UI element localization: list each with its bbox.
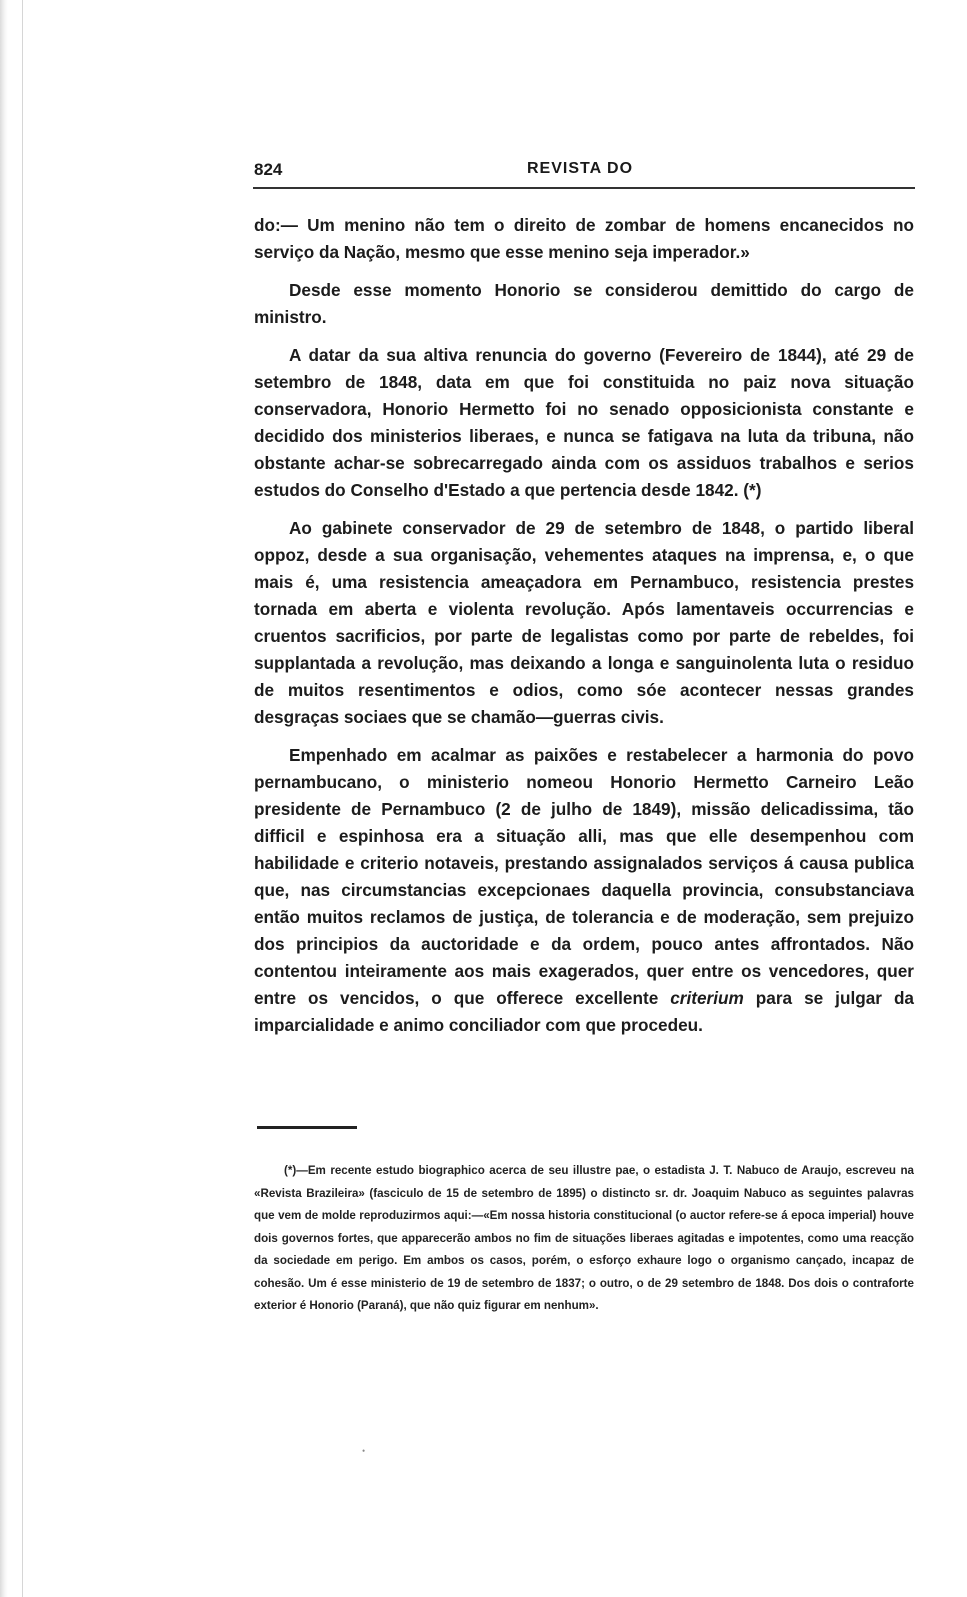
paragraph-1: do:— Um menino não tem o direito de zombar de homens encanecidos no serviço da Nação, mesmo que esse menino seja imperador.» (254, 215, 914, 262)
paragraph-3: A datar da sua altiva renuncia do governo (Fevereiro de 1844), até 29 de setembro de 1848, data em que foi constituida no paiz nova situação conservadora, Honorio Hermetto foi no senado opposicionista constante e decidido dos ministerios liberaes, e nunca se fatigava na luta da tribuna, não obstante achar-se sobrecarregado ainda com os assiduos trabalhos e serios estudos do Conselho d'Estado a que pertencia desde 1842. (*) (254, 345, 914, 500)
scan-fold-line (22, 0, 23, 1597)
running-head: REVISTA DO (527, 160, 634, 177)
page (254, 160, 929, 1312)
scan-edge (0, 0, 8, 1597)
paragraph-2: Desde esse momento Honorio se considerou demittido do cargo de ministro. (254, 280, 914, 327)
italic-term: criterium (670, 988, 744, 1008)
paragraph-5-text: Empenhado em acalmar as paixões e restabelecer a harmonia do povo pernambucano, o ministerio nomeou Honorio Hermetto Carneiro Leão presidente de Pernambuco (2 de julho de 1849), missão delicadissima, tão difficil e espinhosa era a situação alli, mas que elle desempenhou com habilidade e criterio notaveis, prestando assignalados serviços á causa publica que, nas circumstancias excepcionaes daquella provincia, consubstanciava então muitos reclamos de justiça, de tolerancia e de moderação, sem prejuizo dos principios da auctoridade e da ordem, pouco antes affrontados. Não contentou inteiramente aos mais exagerados, quer entre os vencedores, quer entre os vencidos, o que offerece excellente (254, 745, 914, 1008)
body-text (254, 212, 914, 1050)
page-number: 824 (254, 160, 283, 179)
paragraph-5-end: para se julgar da imparcialidade e animo conciliador com que procedeu. (254, 988, 914, 1035)
paragraph-4: Ao gabinete conservador de 29 de setembro de 1848, o partido liberal oppoz, desde a sua organisação, vehementes ataques na imprensa, e, o que mais é, uma resistencia ameaçadora em Pernambuco, resistencia prestes tornada em aberta e violenta revolução. Após lamentaveis occurrencias e cruentos sacrificios, por parte de legalistas como por parte de rebeldes, foi supplantada a revolução, mas deixando a longa e sanguinolenta luta o residuo de muitos resentimentos e odios, como sóe acontecer nessas grandes desgraças sociaes que se chamão—guerras civis. (254, 518, 914, 727)
page-header (254, 160, 929, 184)
scan-speck: • (362, 1446, 366, 1456)
footnote-rule (257, 1126, 357, 1129)
header-rule (253, 187, 915, 189)
footnote: (*)—Em recente estudo biographico acerca de seu illustre pae, o estadista J. T. Nabuco de Araujo, escreveu na «Revista Brazileira» (fasciculo de 15 de setembro de 1895) o distincto sr. dr. Joaquim Nabuco as seguintes palavras que vem de molde reproduzirmos aqui:—«Em nossa historia constitucional (o auctor refere-se á epoca imperial) houve dois governos fortes, que apparecerão ambos no fim de situações liberaes agitadas e impotentes, como uma reacção da sociedade em perigo. Em ambos os casos, porém, o esforço exhaure logo o organismo cançado, incapaz de cohesão. Um é esse ministerio de 19 de setembro de 1837; o outro, o de 29 setembro de 1848. Dos dois o contraforte exterior é Honorio (Paraná), que não quiz figurar em nenhum». (254, 1164, 914, 1312)
paragraph-5 (254, 742, 914, 1039)
